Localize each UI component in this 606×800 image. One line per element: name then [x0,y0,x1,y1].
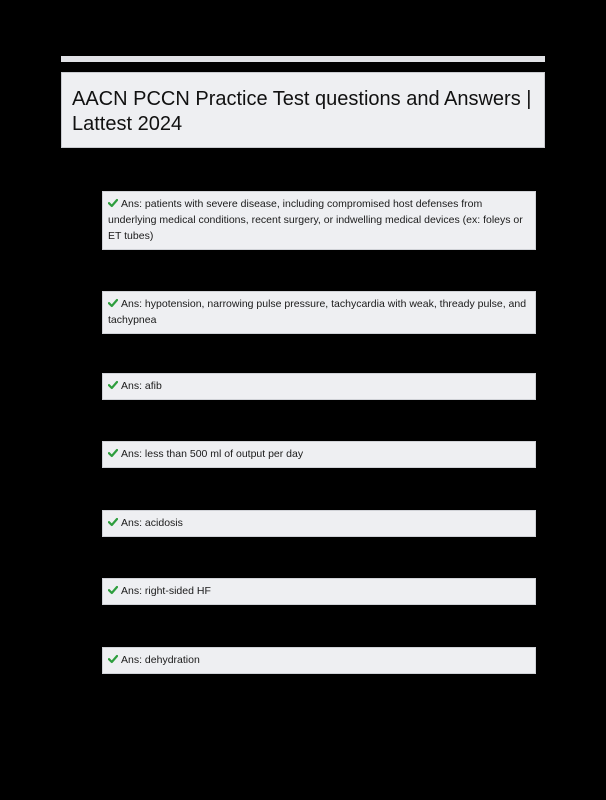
answer-text: Ans: afib [121,380,162,392]
answer-text: Ans: acidosis [121,517,183,529]
check-icon [108,198,118,208]
top-divider [61,56,545,62]
answer-item [102,510,536,537]
answer-item [102,373,536,400]
answer-item [102,578,536,605]
answer-item [102,291,536,334]
answer-item [102,647,536,674]
answer-text: Ans: hypotension, narrowing pulse pressure, tachycardia with weak, thready pulse, and tachypnea [108,298,527,326]
answer-text: Ans: less than 500 ml of output per day [121,448,304,460]
answer-item [102,191,536,250]
check-icon [108,654,118,664]
check-icon [108,380,118,390]
check-icon [108,585,118,595]
check-icon [108,517,118,527]
answer-text: Ans: patients with severe disease, including compromised host defenses from underlying medical conditions, recent surgery, or indwelling medical devices (ex: foleys or ET tubes) [108,198,523,242]
answer-text: Ans: dehydration [121,654,200,666]
page-title: AACN PCCN Practice Test questions and Answers | Lattest 2024 [72,88,532,135]
check-icon [108,298,118,308]
answer-text: Ans: right-sided HF [121,585,211,597]
title-box [61,72,545,148]
answer-item [102,441,536,468]
check-icon [108,448,118,458]
